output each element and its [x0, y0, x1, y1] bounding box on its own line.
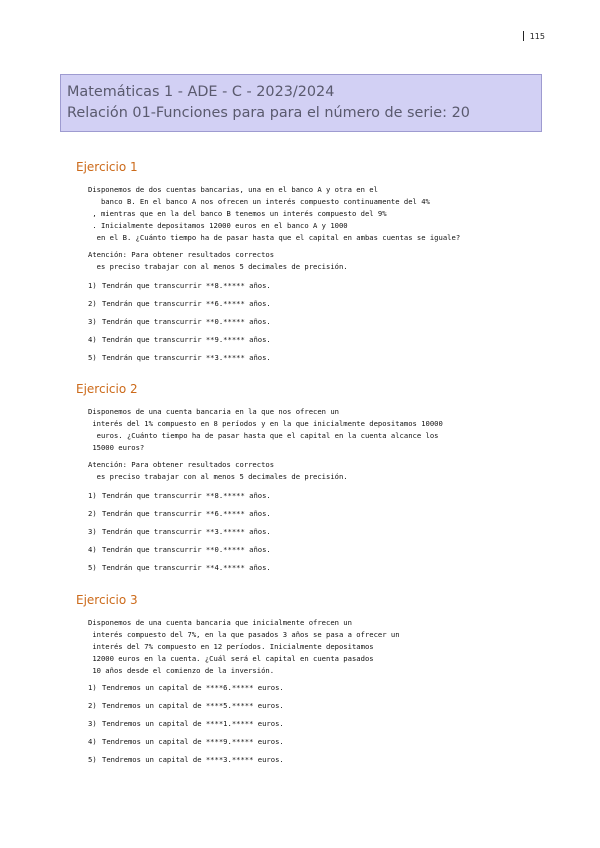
option-number: 4)	[88, 737, 97, 746]
exercise-statement	[88, 184, 546, 244]
exercise-title: Ejercicio 1	[76, 160, 138, 174]
statement-line: interés compuesto del 7%, en la que pasados 3 años se pasa a ofrecer un	[88, 630, 400, 639]
option-text: Tendrán que transcurrir **8.***** años.	[102, 491, 271, 500]
option-number: 5)	[88, 563, 97, 572]
statement-line: interés del 7% compuesto en 12 períodos. Inicialmente depositamos	[88, 642, 374, 651]
answer-option[interactable]	[88, 295, 546, 313]
exercise-statement	[88, 617, 546, 677]
option-text: Tendrán que transcurrir **6.***** años.	[102, 509, 271, 518]
option-number: 3)	[88, 527, 97, 536]
document-header	[60, 74, 542, 132]
statement-line: Disponemos de dos cuentas bancarias, una en el banco A y otra en el	[88, 185, 378, 194]
exercise-1	[76, 160, 546, 367]
statement-line: interés del 1% compuesto en 8 períodos y en la que inicialmente depositamos 10000	[88, 419, 443, 428]
document-title: Matemáticas 1 - ADE - C - 2023/2024	[67, 84, 335, 100]
option-number: 2)	[88, 701, 97, 710]
answer-option[interactable]	[88, 331, 546, 349]
option-text: Tendrán que transcurrir **3.***** años.	[102, 527, 271, 536]
answer-option[interactable]	[88, 505, 546, 523]
option-number: 5)	[88, 755, 97, 764]
option-number: 1)	[88, 281, 97, 290]
answer-option[interactable]	[88, 349, 546, 367]
answer-option[interactable]	[88, 715, 546, 733]
note-line: es preciso trabajar con al menos 5 decimales de precisión.	[88, 472, 348, 481]
answer-option[interactable]	[88, 523, 546, 541]
exercise-3	[76, 593, 546, 769]
statement-line: . Inicialmente depositamos 12000 euros en el banco A y 1000	[88, 221, 348, 230]
answer-option[interactable]	[88, 277, 546, 295]
option-number: 5)	[88, 353, 97, 362]
option-text: Tendrán que transcurrir **3.***** años.	[102, 353, 271, 362]
exercise-2	[76, 382, 546, 577]
option-text: Tendrán que transcurrir **6.***** años.	[102, 299, 271, 308]
option-number: 3)	[88, 317, 97, 326]
option-number: 1)	[88, 491, 97, 500]
option-text: Tendrán que transcurrir **0.***** años.	[102, 317, 271, 326]
option-number: 4)	[88, 335, 97, 344]
option-text: Tendremos un capital de ****5.***** euros.	[102, 701, 284, 710]
answer-option[interactable]	[88, 313, 546, 331]
note-line: Atención: Para obtener resultados correctos	[88, 250, 275, 259]
answer-option[interactable]	[88, 697, 546, 715]
statement-line: Disponemos de una cuenta bancaria en la que nos ofrecen un	[88, 407, 339, 416]
precision-note	[88, 459, 546, 483]
page-number-divider	[523, 31, 524, 41]
option-text: Tendrán que transcurrir **4.***** años.	[102, 563, 271, 572]
answer-options	[88, 277, 546, 367]
option-text: Tendremos un capital de ****9.***** euros.	[102, 737, 284, 746]
option-text: Tendremos un capital de ****1.***** euros.	[102, 719, 284, 728]
option-number: 2)	[88, 509, 97, 518]
note-line: es preciso trabajar con al menos 5 decimales de precisión.	[88, 262, 348, 271]
statement-line: en el B. ¿Cuánto tiempo ha de pasar hasta que el capital en ambas cuentas se iguale?	[88, 233, 461, 242]
precision-note	[88, 249, 546, 273]
statement-line: 10 años desde el comienzo de la inversión.	[88, 666, 275, 675]
statement-line: banco B. En el banco A nos ofrecen un interés compuesto continuamente del 4%	[88, 197, 430, 206]
exercise-title: Ejercicio 3	[76, 593, 138, 607]
answer-options	[88, 487, 546, 577]
statement-line: , mientras que en la del banco B tenemos un interés compuesto del 9%	[88, 209, 387, 218]
option-text: Tendrán que transcurrir **0.***** años.	[102, 545, 271, 554]
page-number	[523, 31, 545, 41]
document-subtitle: Relación 01-Funciones para para el número de serie: 20	[67, 105, 470, 121]
option-number: 4)	[88, 545, 97, 554]
answer-option[interactable]	[88, 751, 546, 769]
answer-options	[88, 679, 546, 769]
answer-option[interactable]	[88, 559, 546, 577]
answer-option[interactable]	[88, 541, 546, 559]
statement-line: Disponemos de una cuenta bancaria que inicialmente ofrecen un	[88, 618, 352, 627]
statement-line: euros. ¿Cuánto tiempo ha de pasar hasta que el capital en la cuenta alcance los	[88, 431, 439, 440]
option-number: 3)	[88, 719, 97, 728]
exercise-statement	[88, 406, 546, 454]
option-number: 1)	[88, 683, 97, 692]
statement-line: 15000 euros?	[88, 443, 145, 452]
answer-option[interactable]	[88, 487, 546, 505]
option-number: 2)	[88, 299, 97, 308]
option-text: Tendremos un capital de ****6.***** euros.	[102, 683, 284, 692]
note-line: Atención: Para obtener resultados correctos	[88, 460, 275, 469]
option-text: Tendrán que transcurrir **8.***** años.	[102, 281, 271, 290]
answer-option[interactable]	[88, 733, 546, 751]
exercise-title: Ejercicio 2	[76, 382, 138, 396]
option-text: Tendremos un capital de ****3.***** euros.	[102, 755, 284, 764]
page-number-text: 115	[529, 32, 545, 41]
statement-line: 12000 euros en la cuenta. ¿Cuál será el capital en cuenta pasados	[88, 654, 374, 663]
answer-option[interactable]	[88, 679, 546, 697]
option-text: Tendrán que transcurrir **9.***** años.	[102, 335, 271, 344]
